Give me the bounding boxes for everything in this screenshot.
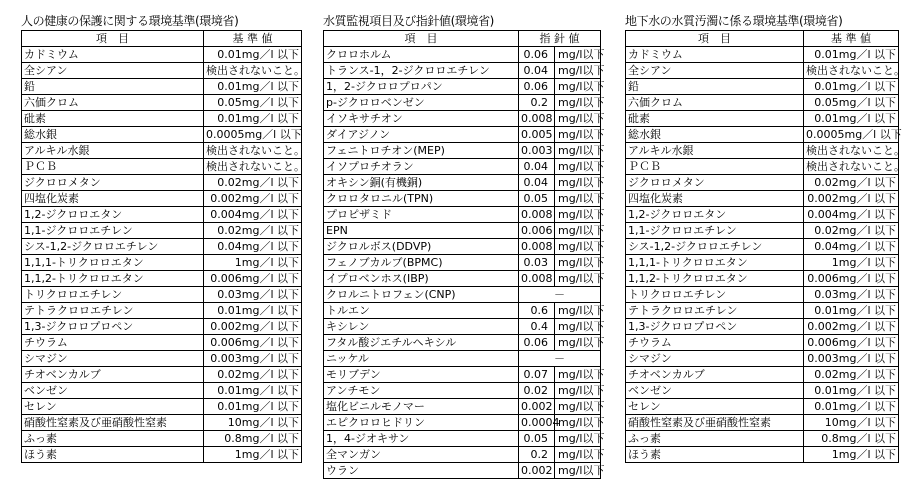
item-name: シマジン xyxy=(22,351,204,367)
standard-value: 0.006mg／l 以下 xyxy=(204,335,302,351)
item-name: 全シアン xyxy=(22,63,204,79)
standard-value: 0.02mg／l 以下 xyxy=(204,223,302,239)
table-row xyxy=(626,287,899,303)
standard-value: 0.01mg／l 以下 xyxy=(204,303,302,319)
guideline-unit: mg/l以下 xyxy=(555,255,601,271)
guideline-value: 0.05 xyxy=(519,431,555,447)
column-header-value: 指 針 値 xyxy=(519,31,601,47)
item-name: 全シアン xyxy=(626,63,804,79)
standard-value: 1mg／l 以下 xyxy=(804,447,899,463)
guideline-value: 0.002 xyxy=(519,463,555,479)
table-row xyxy=(626,319,899,335)
item-name: テトラクロロエチレン xyxy=(626,303,804,319)
standard-value: 0.01mg／l 以下 xyxy=(204,111,302,127)
table-row xyxy=(22,255,302,271)
standard-value: 0.04mg／l 以下 xyxy=(804,239,899,255)
item-name: チオベンカルブ xyxy=(626,367,804,383)
guideline-unit: mg/l以下 xyxy=(555,111,601,127)
item-name: テトラクロロエチレン xyxy=(22,303,204,319)
guideline-unit: mg/l以下 xyxy=(555,79,601,95)
table-row xyxy=(324,287,601,303)
standard-value: 0.03mg／l 以下 xyxy=(804,287,899,303)
item-name: 塩化ビニルモノマー xyxy=(324,399,519,415)
guideline-unit: mg/l以下 xyxy=(555,367,601,383)
item-name: オキシン銅(有機銅) xyxy=(324,175,519,191)
guideline-unit: mg/l以下 xyxy=(555,159,601,175)
item-name: 1,1,2-トリクロロエタン xyxy=(626,271,804,287)
table-row xyxy=(22,95,302,111)
guideline-value: 0.003 xyxy=(519,143,555,159)
table-row xyxy=(22,223,302,239)
table-row xyxy=(626,447,899,463)
table-row xyxy=(324,271,601,287)
table-row xyxy=(626,335,899,351)
item-name: クロロタロニル(TPN) xyxy=(324,191,519,207)
item-name: シス-1,2-ジクロロエチレン xyxy=(22,239,204,255)
table-row xyxy=(22,287,302,303)
item-name: 六価クロム xyxy=(22,95,204,111)
guideline-value: － xyxy=(519,287,601,303)
guideline-unit: mg/l以下 xyxy=(555,303,601,319)
standard-value: 0.01mg／l 以下 xyxy=(204,399,302,415)
item-name: トリクロロエチレン xyxy=(22,287,204,303)
table-row xyxy=(626,175,899,191)
guideline-value: 0.02 xyxy=(519,383,555,399)
item-name: ベンゼン xyxy=(22,383,204,399)
guideline-value: 0.006 xyxy=(519,223,555,239)
standard-value: 0.02mg／l 以下 xyxy=(204,367,302,383)
table-row xyxy=(22,47,302,63)
standard-value: 0.006mg／l 以下 xyxy=(804,271,899,287)
item-name: ウラン xyxy=(324,463,519,479)
table-row xyxy=(22,63,302,79)
standard-value: 検出されないこと。 xyxy=(804,159,899,175)
table-row xyxy=(324,239,601,255)
guideline-value: 0.06 xyxy=(519,335,555,351)
table-row xyxy=(324,95,601,111)
item-name: 1,1-ジクロロエチレン xyxy=(22,223,204,239)
guideline-value: 0.008 xyxy=(519,207,555,223)
table-row xyxy=(626,399,899,415)
guideline-unit: mg/l以下 xyxy=(555,447,601,463)
guideline-unit: mg/l以下 xyxy=(555,47,601,63)
standard-value: 0.02mg／l 以下 xyxy=(804,175,899,191)
table-row xyxy=(324,319,601,335)
standard-value: 1mg／l 以下 xyxy=(204,447,302,463)
standard-value: 10mg／l 以下 xyxy=(804,415,899,431)
item-name: 総水銀 xyxy=(22,127,204,143)
guideline-unit: mg/l以下 xyxy=(555,319,601,335)
table-row xyxy=(22,367,302,383)
table-row xyxy=(626,351,899,367)
table-row xyxy=(626,191,899,207)
table-row xyxy=(22,271,302,287)
table-row xyxy=(22,207,302,223)
table-row xyxy=(324,383,601,399)
item-name: p-ジクロロベンゼン xyxy=(324,95,519,111)
table-row xyxy=(324,223,601,239)
standard-value: 検出されないこと。 xyxy=(804,63,899,79)
table-row xyxy=(626,207,899,223)
panel-title: 水質監視項目及び指針値(環境省) xyxy=(323,14,494,28)
item-name: フタル酸ジエチルヘキシル xyxy=(324,335,519,351)
table-row xyxy=(22,351,302,367)
standard-value: 0.05mg／l 以下 xyxy=(204,95,302,111)
standard-value: 0.01mg／l 以下 xyxy=(804,303,899,319)
item-name: ジクロルボス(DDVP) xyxy=(324,239,519,255)
item-name: ジクロロメタン xyxy=(626,175,804,191)
table-row xyxy=(626,159,899,175)
guideline-unit: mg/l以下 xyxy=(555,463,601,479)
item-name: チウラム xyxy=(22,335,204,351)
standard-value: 0.002mg／l 以下 xyxy=(804,319,899,335)
table-row xyxy=(626,271,899,287)
standard-value: 0.002mg／l 以下 xyxy=(204,191,302,207)
item-name: セレン xyxy=(626,399,804,415)
item-name: 1,2-ジクロロエタン xyxy=(626,207,804,223)
table-row xyxy=(626,239,899,255)
item-name: セレン xyxy=(22,399,204,415)
standard-value: 0.01mg／l 以下 xyxy=(204,79,302,95)
standard-value: 0.02mg／l 以下 xyxy=(804,223,899,239)
guideline-value: 0.05 xyxy=(519,191,555,207)
item-name: 1,1,1-トリクロロエタン xyxy=(22,255,204,271)
guideline-value: 0.06 xyxy=(519,47,555,63)
item-name: 六価クロム xyxy=(626,95,804,111)
monitoring-items-table xyxy=(323,30,605,479)
item-name: キシレン xyxy=(324,319,519,335)
table-row xyxy=(324,207,601,223)
item-name: モリブデン xyxy=(324,367,519,383)
item-name: クロルニトロフェン(CNP) xyxy=(324,287,519,303)
item-name: ＰＣＢ xyxy=(626,159,804,175)
table-row xyxy=(626,367,899,383)
table-row xyxy=(22,191,302,207)
item-name: 1,3-ジクロロプロペン xyxy=(22,319,204,335)
guideline-unit: mg/l以下 xyxy=(555,95,601,111)
item-name: 1,1,1-トリクロロエタン xyxy=(626,255,804,271)
item-name: ＰＣＢ xyxy=(22,159,204,175)
guideline-value: 0.0004 xyxy=(519,415,555,431)
item-name: カドミウム xyxy=(626,47,804,63)
guideline-unit: mg/l以下 xyxy=(555,223,601,239)
item-name: 硝酸性窒素及び亜硝酸性窒素 xyxy=(626,415,804,431)
table-row xyxy=(22,399,302,415)
item-name: 四塩化炭素 xyxy=(22,191,204,207)
guideline-value: 0.008 xyxy=(519,111,555,127)
guideline-unit: mg/l以下 xyxy=(555,271,601,287)
standard-value: 0.01mg／l 以下 xyxy=(204,47,302,63)
table-row xyxy=(324,47,601,63)
column-header-value: 基 準 値 xyxy=(204,31,302,47)
guideline-value: 0.06 xyxy=(519,79,555,95)
standard-value: 0.01mg／l 以下 xyxy=(204,383,302,399)
guideline-value: 0.2 xyxy=(519,447,555,463)
table-row xyxy=(626,47,899,63)
table-row xyxy=(22,127,302,143)
item-name: 四塩化炭素 xyxy=(626,191,804,207)
item-name: フェノブカルブ(BPMC) xyxy=(324,255,519,271)
table-row xyxy=(626,127,899,143)
table-row xyxy=(22,415,302,431)
standard-value: 0.003mg／l 以下 xyxy=(804,351,899,367)
item-name: シマジン xyxy=(626,351,804,367)
standard-value: 検出されないこと。 xyxy=(804,143,899,159)
groundwater-standards-panel xyxy=(625,14,905,463)
standard-value: 0.03mg／l 以下 xyxy=(204,287,302,303)
item-name: 1,1-ジクロロエチレン xyxy=(626,223,804,239)
item-name: 砒素 xyxy=(626,111,804,127)
item-name: 1,3-ジクロロプロペン xyxy=(626,319,804,335)
item-name: ほう素 xyxy=(22,447,204,463)
table-row xyxy=(324,255,601,271)
guideline-unit: mg/l以下 xyxy=(555,127,601,143)
item-name: チオベンカルブ xyxy=(22,367,204,383)
table-row xyxy=(626,383,899,399)
guideline-unit: mg/l以下 xyxy=(555,399,601,415)
item-name: アルキル水銀 xyxy=(22,143,204,159)
table-row xyxy=(22,431,302,447)
standard-value: 0.8mg／l 以下 xyxy=(204,431,302,447)
table-row xyxy=(324,351,601,367)
standard-value: 0.004mg／l 以下 xyxy=(204,207,302,223)
item-name: 砒素 xyxy=(22,111,204,127)
guideline-value: 0.008 xyxy=(519,271,555,287)
item-name: 1,1,2-トリクロロエタン xyxy=(22,271,204,287)
table-row xyxy=(324,159,601,175)
table-row xyxy=(324,111,601,127)
table-row xyxy=(324,127,601,143)
panel-title: 地下水の水質汚濁に係る環境基準(環境省) xyxy=(625,14,843,28)
item-name: 総水銀 xyxy=(626,127,804,143)
table-row xyxy=(22,335,302,351)
standard-value: 0.002mg／l 以下 xyxy=(804,191,899,207)
standard-value: 1mg／l 以下 xyxy=(204,255,302,271)
table-row xyxy=(626,111,899,127)
standard-value: 0.0005mg／l 以下 xyxy=(804,127,899,143)
table-row xyxy=(324,399,601,415)
standard-value: 0.02mg／l 以下 xyxy=(204,175,302,191)
item-name: 1，4-ジオキサン xyxy=(324,431,519,447)
item-name: 鉛 xyxy=(22,79,204,95)
table-row xyxy=(626,431,899,447)
item-name: イプロベンホス(IBP) xyxy=(324,271,519,287)
item-name: トルエン xyxy=(324,303,519,319)
groundwater-standards-table xyxy=(625,30,905,463)
table-row xyxy=(324,367,601,383)
guideline-value: 0.03 xyxy=(519,255,555,271)
standard-value: 0.002mg／l 以下 xyxy=(204,319,302,335)
guideline-value: 0.04 xyxy=(519,63,555,79)
table-row xyxy=(22,159,302,175)
table-row xyxy=(324,463,601,479)
guideline-unit: mg/l以下 xyxy=(555,63,601,79)
table-row xyxy=(22,175,302,191)
item-name: アンチモン xyxy=(324,383,519,399)
item-name: 全マンガン xyxy=(324,447,519,463)
guideline-unit: mg/l以下 xyxy=(555,415,601,431)
table-row xyxy=(324,447,601,463)
panel-title: 人の健康の保護に関する環境基準(環境省) xyxy=(21,14,239,28)
guideline-value: 0.04 xyxy=(519,159,555,175)
column-header-item: 項 目 xyxy=(324,31,519,47)
human-health-standards-panel xyxy=(21,14,305,463)
standard-value: 1mg／l 以下 xyxy=(804,255,899,271)
header-row xyxy=(324,31,601,47)
item-name: ふっ素 xyxy=(626,431,804,447)
guideline-unit: mg/l以下 xyxy=(555,383,601,399)
item-name: クロロホルム xyxy=(324,47,519,63)
table-row xyxy=(626,63,899,79)
standard-value: 0.004mg／l 以下 xyxy=(804,207,899,223)
header-row xyxy=(626,31,899,47)
table-row xyxy=(324,175,601,191)
table-row xyxy=(626,143,899,159)
table-row xyxy=(324,191,601,207)
item-name: トリクロロエチレン xyxy=(626,287,804,303)
table-row xyxy=(324,63,601,79)
standard-value: 0.04mg／l 以下 xyxy=(204,239,302,255)
standard-value: 10mg／l 以下 xyxy=(204,415,302,431)
item-name: ほう素 xyxy=(626,447,804,463)
item-name: トランス-1，2-ジクロロエチレン xyxy=(324,63,519,79)
table-row xyxy=(324,415,601,431)
item-name: プロピザミド xyxy=(324,207,519,223)
item-name: エピクロロヒドリン xyxy=(324,415,519,431)
table-row xyxy=(22,383,302,399)
guideline-value: 0.07 xyxy=(519,367,555,383)
standard-value: 検出されないこと。 xyxy=(204,143,302,159)
guideline-unit: mg/l以下 xyxy=(555,239,601,255)
table-row xyxy=(22,447,302,463)
table-row xyxy=(626,79,899,95)
table-row xyxy=(22,303,302,319)
human-health-standards-table xyxy=(21,30,305,463)
guideline-unit: mg/l以下 xyxy=(555,431,601,447)
standard-value: 0.01mg／l 以下 xyxy=(804,383,899,399)
table-row xyxy=(22,143,302,159)
header-row xyxy=(22,31,302,47)
guideline-unit: mg/l以下 xyxy=(555,175,601,191)
monitoring-items-panel xyxy=(323,14,605,479)
table-row xyxy=(324,303,601,319)
item-name: ふっ素 xyxy=(22,431,204,447)
guideline-value: － xyxy=(519,351,601,367)
table-row xyxy=(22,319,302,335)
guideline-unit: mg/l以下 xyxy=(555,207,601,223)
standard-value: 0.01mg／l 以下 xyxy=(804,399,899,415)
table-row xyxy=(324,143,601,159)
standard-value: 0.0005mg／l 以下 xyxy=(204,127,302,143)
standard-value: 検出されないこと。 xyxy=(204,159,302,175)
guideline-value: 0.4 xyxy=(519,319,555,335)
table-row xyxy=(626,95,899,111)
item-name: イソキサチオン xyxy=(324,111,519,127)
item-name: ダイアジノン xyxy=(324,127,519,143)
table-row xyxy=(626,255,899,271)
item-name: ベンゼン xyxy=(626,383,804,399)
column-header-value: 基 準 値 xyxy=(804,31,899,47)
column-header-item: 項 目 xyxy=(22,31,204,47)
guideline-value: 0.008 xyxy=(519,239,555,255)
standard-value: 0.01mg／l 以下 xyxy=(804,111,899,127)
item-name: カドミウム xyxy=(22,47,204,63)
item-name: EPN xyxy=(324,223,519,239)
guideline-value: 0.005 xyxy=(519,127,555,143)
item-name: 鉛 xyxy=(626,79,804,95)
item-name: シス-1,2-ジクロロエチレン xyxy=(626,239,804,255)
table-row xyxy=(324,335,601,351)
item-name: アルキル水銀 xyxy=(626,143,804,159)
table-row xyxy=(626,223,899,239)
standard-value: 0.02mg／l 以下 xyxy=(804,367,899,383)
column-header-item: 項 目 xyxy=(626,31,804,47)
item-name: 1,2-ジクロロエタン xyxy=(22,207,204,223)
standard-value: 0.003mg／l 以下 xyxy=(204,351,302,367)
item-name: イソプロチオラン xyxy=(324,159,519,175)
item-name: 硝酸性窒素及び亜硝酸性窒素 xyxy=(22,415,204,431)
standard-value: 0.8mg／l 以下 xyxy=(804,431,899,447)
table-row xyxy=(324,431,601,447)
guideline-value: 0.04 xyxy=(519,175,555,191)
standard-value: 0.006mg／l 以下 xyxy=(804,335,899,351)
table-row xyxy=(22,79,302,95)
table-row xyxy=(626,303,899,319)
guideline-value: 0.6 xyxy=(519,303,555,319)
guideline-value: 0.2 xyxy=(519,95,555,111)
table-row xyxy=(22,111,302,127)
item-name: ニッケル xyxy=(324,351,519,367)
guideline-unit: mg/l以下 xyxy=(555,335,601,351)
item-name: 1，2-ジクロロプロパン xyxy=(324,79,519,95)
table-row xyxy=(324,79,601,95)
standard-value: 0.01mg／l 以下 xyxy=(804,79,899,95)
table-row xyxy=(626,415,899,431)
item-name: チウラム xyxy=(626,335,804,351)
standard-value: 0.01mg／l 以下 xyxy=(804,47,899,63)
item-name: フェニトロチオン(MEP) xyxy=(324,143,519,159)
standard-value: 検出されないこと。 xyxy=(204,63,302,79)
standard-value: 0.05mg／l 以下 xyxy=(804,95,899,111)
guideline-unit: mg/l以下 xyxy=(555,191,601,207)
table-row xyxy=(22,239,302,255)
guideline-unit: mg/l以下 xyxy=(555,143,601,159)
guideline-value: 0.002 xyxy=(519,399,555,415)
item-name: ジクロロメタン xyxy=(22,175,204,191)
standard-value: 0.006mg／l 以下 xyxy=(204,271,302,287)
